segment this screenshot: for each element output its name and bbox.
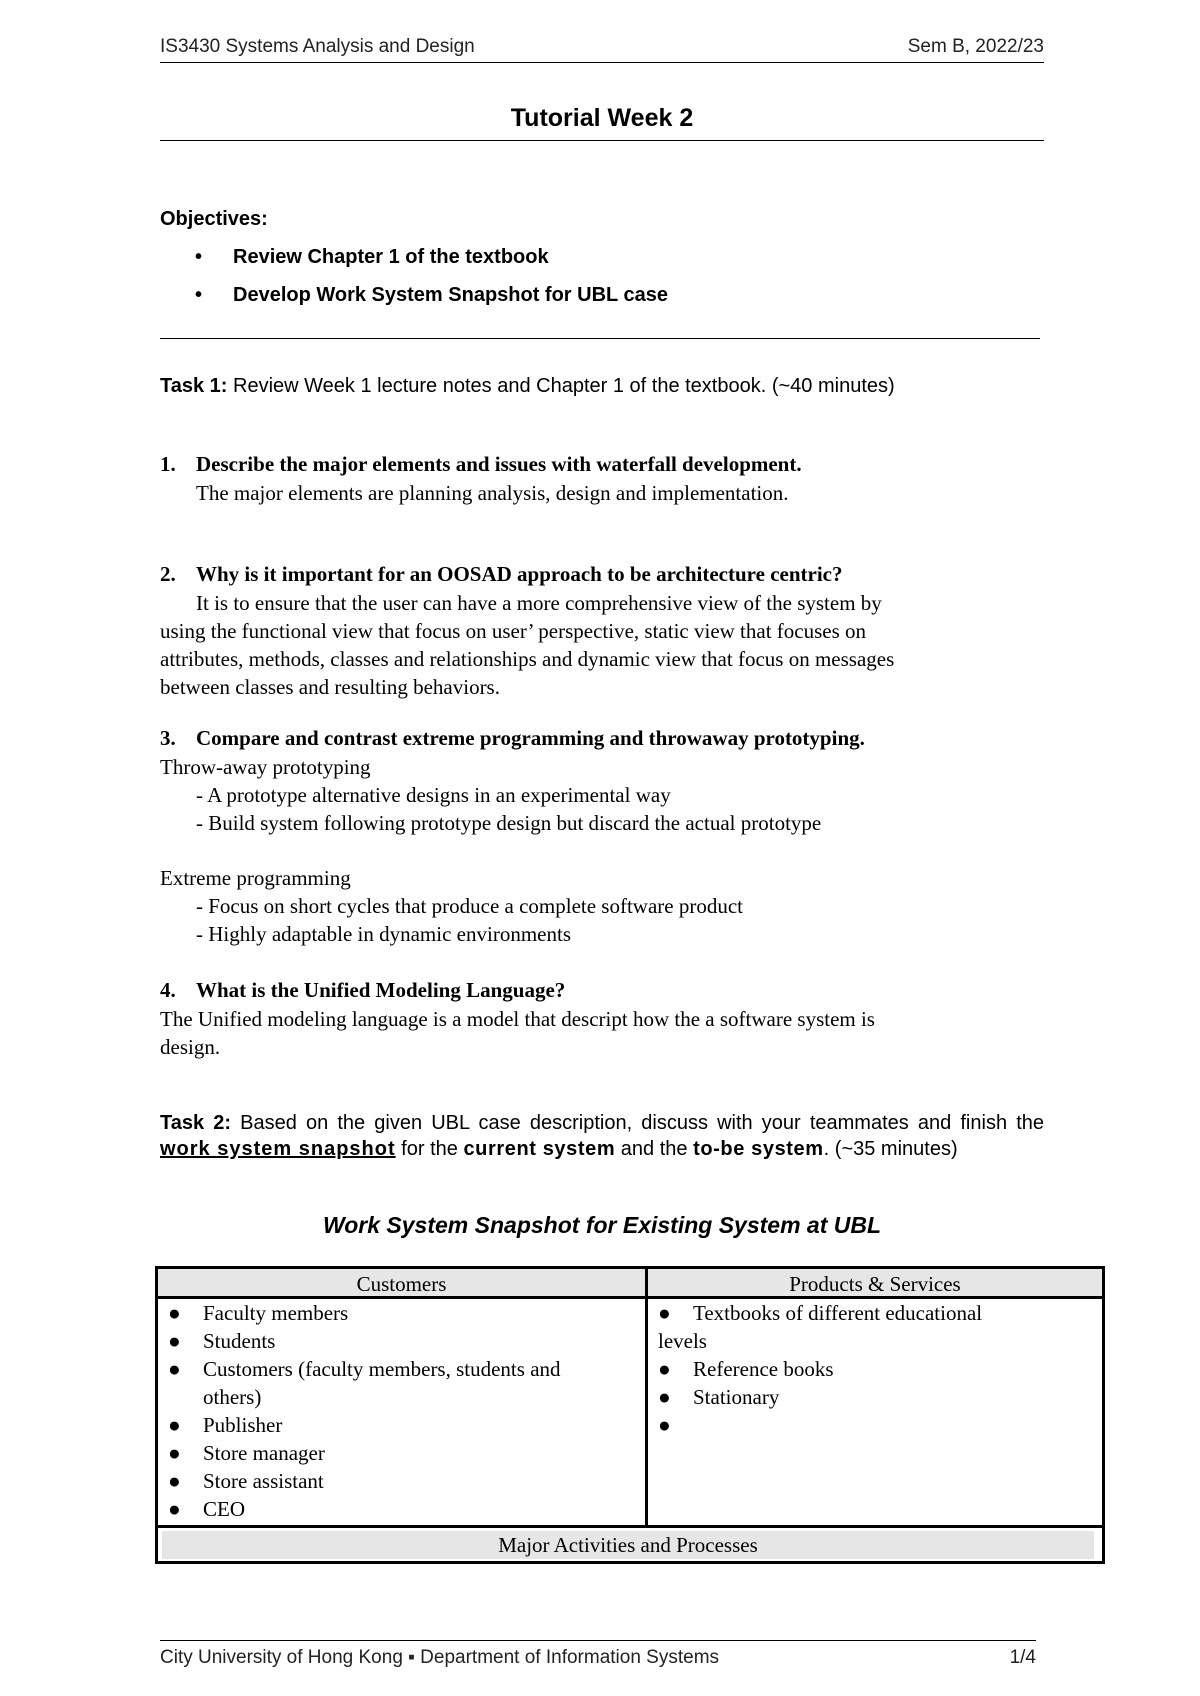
throwaway-item: - A prototype alternative designs in an experimental way [196,783,671,807]
product-item: ● Stationary [658,1385,780,1409]
snapshot-link-text: work system snapshot [160,1138,396,1160]
objectives-heading: Objectives: [160,208,268,230]
page-header [160,34,1044,63]
bullet-icon: ● [168,1441,181,1465]
task2-label: Task 2: [160,1112,232,1134]
bullet-icon: ● [168,1469,181,1493]
question-4: 4. What is the Unified Modeling Language? [160,978,566,1002]
work-system-snapshot-table [155,1266,1105,1564]
question-2: 2. Why is it important for an OOSAD approach to be architecture centric? [160,562,843,586]
customer-item: ● Faculty members [168,1301,349,1325]
xp-heading: Extreme programming [160,866,351,890]
customer-item: ● CEO [168,1497,245,1521]
xp-item: - Focus on short cycles that produce a complete software product [196,894,743,918]
task1-text: Review Week 1 lecture notes and Chapter 1 of the textbook. (~40 minutes) [227,375,895,397]
question-3: 3. Compare and contrast extreme programming and throwaway prototyping. [160,726,865,750]
bullet-icon: ● [658,1413,671,1437]
customer-item: ● Store manager [168,1441,325,1465]
task1-label: Task 1: [160,375,228,397]
activities-row [158,1525,1102,1561]
bullet-icon: ● [658,1301,671,1325]
xp-item: - Highly adaptable in dynamic environments [196,922,571,946]
customer-item: ● Publisher [168,1413,283,1437]
snapshot-title: Work System Snapshot for Existing System at UBL [322,1212,882,1238]
answer-2-line: attributes, methods, classes and relationships and dynamic view that focus on messages [160,647,895,671]
course-title: IS3430 Systems Analysis and Design [160,36,475,57]
customers-header: Customers [158,1269,645,1299]
throwaway-heading: Throw-away prototyping [160,755,371,779]
answer-4-line: The Unified modeling language is a model that descript how the a software system is [160,1007,875,1031]
bullet-icon: ● [658,1357,671,1381]
answer-1: The major elements are planning analysis, design and implementation. [196,481,789,505]
throwaway-item: - Build system following prototype design but discard the actual prototype [196,811,822,835]
objective-item: • Review Chapter 1 of the textbook [195,246,549,268]
footer-org: City University of Hong Kong ▪ Department of Information Systems [160,1647,720,1668]
answer-2-line: using the functional view that focus on user’ perspective, static view that focuses on [160,619,867,643]
page-number: 1/4 [1009,1647,1036,1668]
bullet-icon: ● [168,1357,181,1381]
objective-item: • Develop Work System Snapshot for UBL case [195,284,668,306]
task1 [160,375,895,398]
products-header: Products & Services [648,1269,1102,1299]
bullet-icon: ● [168,1413,181,1437]
bullet-icon: ● [168,1329,181,1353]
customers-column [158,1269,648,1525]
answer-2-line: between classes and resulting behaviors. [160,675,500,699]
task2: Task 2: Based on the given UBL case description, discuss with your teammates and finish the work system snapshot for the current system and the to-be system. (~35 minutes) [160,1112,1044,1160]
product-item-empty [648,1411,1102,1439]
bullet-icon: • [195,246,203,268]
product-item: ● Reference books [658,1357,834,1381]
customer-item: ● Customers (faculty members, students and [168,1357,561,1381]
bullet-icon: • [195,284,203,306]
page-title: Tutorial Week 2 [160,104,1044,141]
customer-item: ● Store assistant [168,1469,324,1493]
product-item: ● Textbooks of different educational [658,1301,983,1325]
question-1: 1. Describe the major elements and issues with waterfall development. [160,452,802,476]
answer-2-line: It is to ensure that the user can have a more comprehensive view of the system by [196,591,882,615]
bullet-icon: ● [658,1385,671,1409]
bullet-icon: ● [168,1301,181,1325]
customer-item-cont: others) [203,1385,262,1409]
divider [160,338,1040,339]
semester-label: Sem B, 2022/23 [907,36,1044,57]
answer-4-line: design. [160,1035,221,1059]
customer-item: ● Students [168,1329,276,1353]
activities-header: Major Activities and Processes [162,1531,1094,1559]
products-column [648,1269,1102,1525]
product-item-cont: levels [658,1329,707,1353]
page-footer [160,1640,1036,1671]
bullet-icon: ● [168,1497,181,1521]
